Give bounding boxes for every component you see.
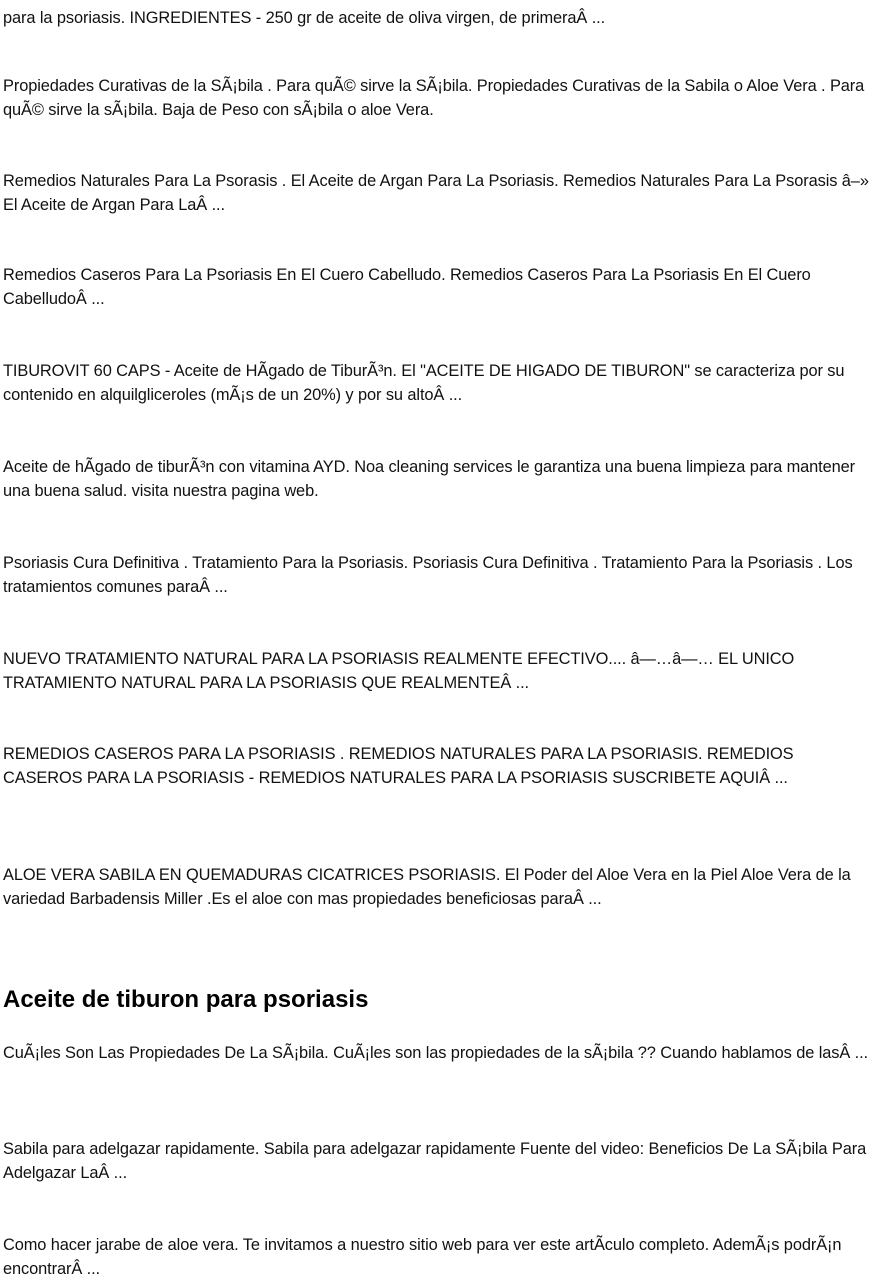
paragraph-aloe-vera-quemaduras: ALOE VERA SABILA EN QUEMADURAS CICATRICES PSORIASIS. El Poder del Aloe Vera en la Piel Aloe Vera de la variedad Barbadensis Miller .Es el aloe con mas propiedades beneficiosas paraÂ ... bbox=[3, 866, 851, 908]
paragraph-psoriasis-oil-recipe: para la psoriasis. INGREDIENTES - 250 gr de aceite de oliva virgen, de primeraÂ ... bbox=[3, 9, 606, 27]
paragraph-remedios-caseros: REMEDIOS CASEROS PARA LA PSORIASIS . REMEDIOS NATURALES PARA LA PSORIASIS. REMEDIOS CASEROS PARA LA PSORIASIS - REMEDIOS NATURALES PARA LA PSORIASIS SUSCRIBETE AQUIÂ ... bbox=[3, 745, 794, 787]
paragraph-higado-tiburon: Aceite de hÃgado de tiburÃ³n con vitamina AYD. Noa cleaning services le garantiza una buena limpieza para mantener una buena salud. visita nuestra pagina web. bbox=[3, 458, 856, 500]
paragraph-tiburovit: TIBUROVIT 60 CAPS - Aceite de HÃgado de TiburÃ³n. El "ACEITE DE HIGADO DE TIBURON" se caracteriza por su contenido en alquilgliceroles (mÃ¡s de un 20%) y por su altoÂ ... bbox=[3, 362, 845, 404]
paragraph-jarabe-aloe: Como hacer jarabe de aloe vera. Te invitamos a nuestro sitio web para ver este artÃculo completo. AdemÃ¡s podrÃ¡n encontrarÂ ... bbox=[3, 1236, 842, 1278]
paragraph-nuevo-tratamiento: NUEVO TRATAMIENTO NATURAL PARA LA PSORIASIS REALMENTE EFECTIVO.... â—…â—… EL UNICO TRATAMIENTO NATURAL PARA LA PSORIASIS QUE REALMENTEÂ ... bbox=[3, 650, 795, 692]
paragraph-sabila-properties: Propiedades Curativas de la SÃ¡bila . Para quÃ© sirve la SÃ¡bila. Propiedades Curativas de la Sabila o Aloe Vera . Para quÃ© sirve la sÃ¡bila. Baja de Peso con sÃ¡bila o aloe Vera. bbox=[3, 77, 865, 119]
paragraph-adelgazar: Sabila para adelgazar rapidamente. Sabila para adelgazar rapidamente Fuente del video: Beneficios De La SÃ¡bila Para Adelgazar LaÂ ... bbox=[3, 1140, 867, 1182]
paragraph-argan-oil: Remedios Naturales Para La Psorasis . El Aceite de Argan Para La Psoriasis. Remedios Naturales Para La Psorasis â–» El Aceite de Argan Para LaÂ ... bbox=[3, 172, 869, 214]
section-heading: Aceite de tiburon para psoriasis bbox=[3, 986, 369, 1013]
paragraph-propiedades-sabila: CuÃ¡les Son Las Propiedades De La SÃ¡bila. CuÃ¡les son las propiedades de la sÃ¡bila ?? Cuando hablamos de lasÂ ... bbox=[3, 1044, 868, 1062]
paragraph-cura-definitiva: Psoriasis Cura Definitiva . Tratamiento Para la Psoriasis. Psoriasis Cura Definitiva . Tratamiento Para la Psoriasis . Los tratamientos comunes paraÂ ... bbox=[3, 554, 853, 596]
paragraph-cuero-cabelludo: Remedios Caseros Para La Psoriasis En El Cuero Cabelludo. Remedios Caseros Para La Psoriasis En El Cuero CabelludoÂ ... bbox=[3, 266, 811, 308]
